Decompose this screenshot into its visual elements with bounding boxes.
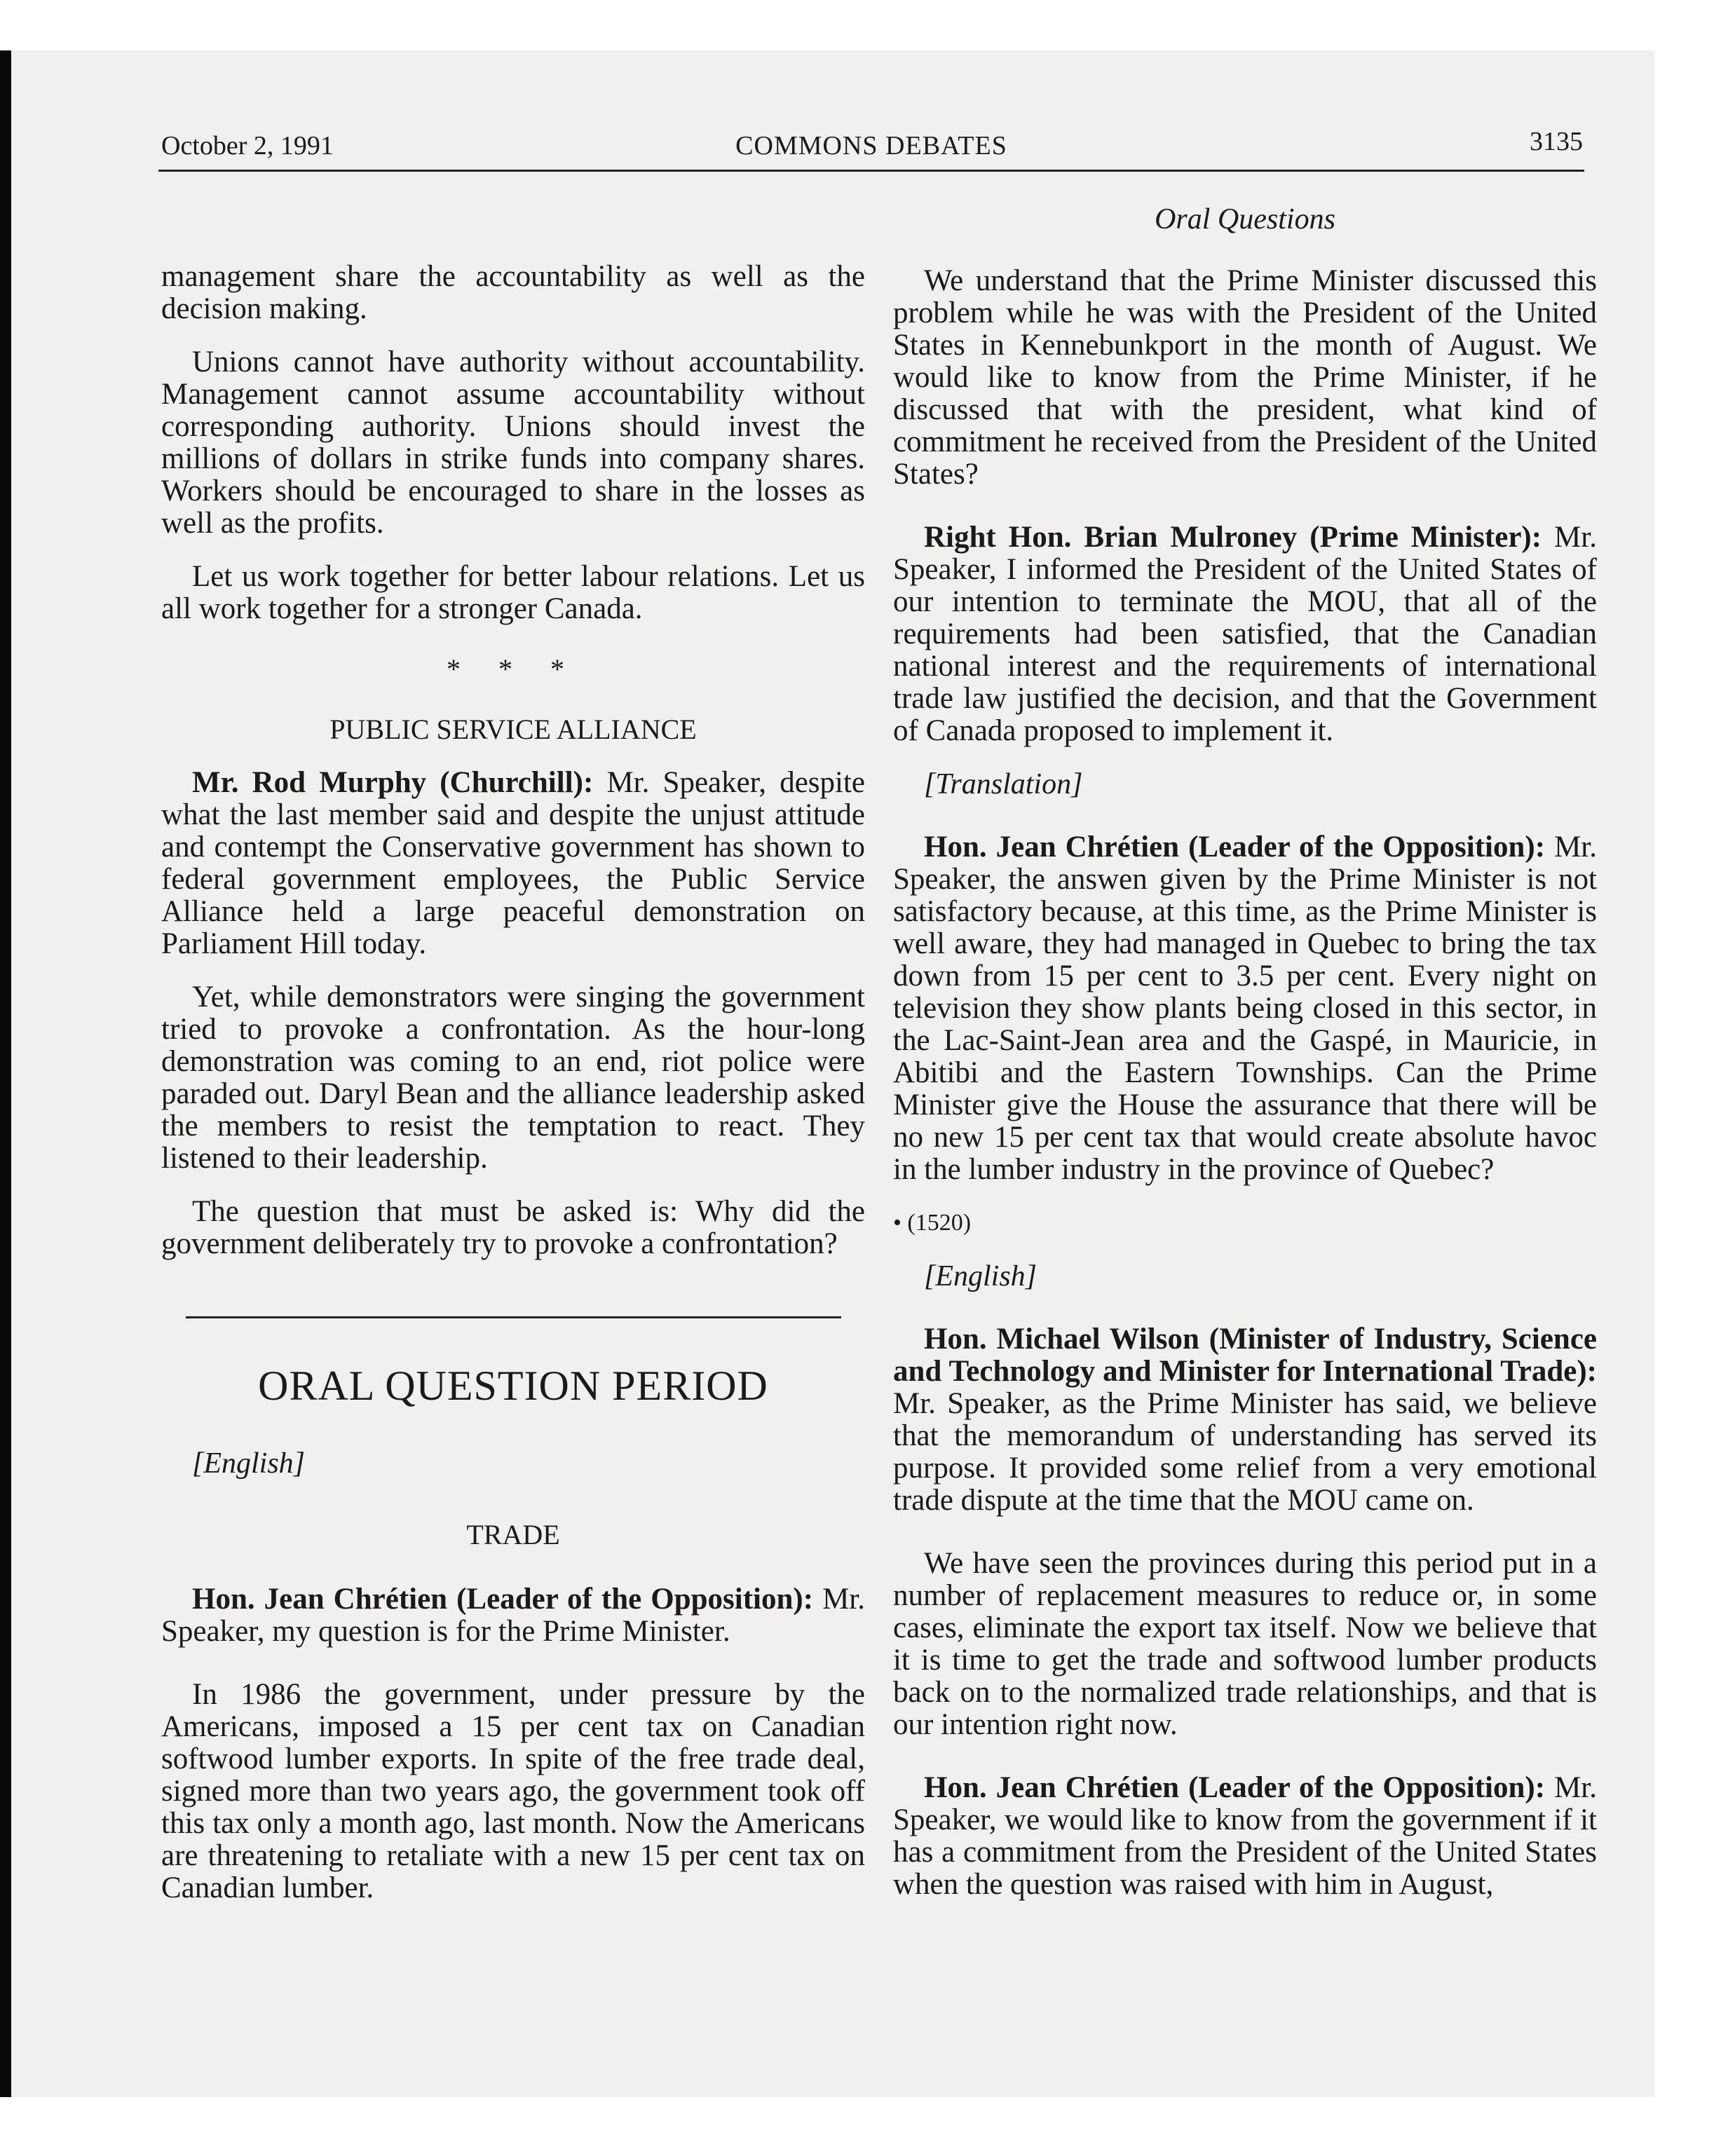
right-column	[893, 203, 1597, 1901]
speech-text: Mr. Speaker, I informed the President of the United States of our intention to terminate the MOU, that all of the requirements had been satisfied, that the Canadian national interest and the requirements of international trade law justified the decision, and that the Government of Canada proposed to implement it.	[893, 521, 1597, 747]
language-marker: [Translation]	[924, 768, 1083, 800]
section-heading-trade: TRADE	[466, 1519, 560, 1550]
paragraph: In 1986 the government, under pressure by the Americans, imposed a 15 per cent tax on Canadian softwood lumber exports. In spite of the free trade deal, signed more than two years ago, the government took off this tax only a month ago, last month. Now the Americans are threatening to retaliate with a new 15 per cent tax on Canadian lumber.	[161, 1678, 865, 1904]
page-header	[158, 123, 1584, 172]
section-separator: * * *	[447, 653, 580, 685]
speaker-name: Hon. Jean Chrétien (Leader of the Opposition):	[924, 1771, 1546, 1804]
language-marker: [English]	[192, 1447, 306, 1480]
time-marker: • (1520)	[893, 1210, 972, 1236]
speech-text: Mr. Speaker, the answen given by the Prime Minister is not satisfactory because, at this time, as the Prime Minister is well aware, they had managed in Quebec to bring the tax down from 15 per cent to 3.5 per cent. Every night on television they show plants being closed in this sector, in the Lac-Saint-Jean area and the Gaspé, in Mauricie, in Abitibi and the Eastern Townships. Can the Prime Minister give the House the assurance that there will be no new 15 per cent tax that would create absolute havoc in the lumber industry in the province of Quebec?	[893, 831, 1597, 1186]
header-page-number: 3135	[1530, 127, 1583, 156]
paragraph: We understand that the Prime Minister discussed this problem while he was with the President of the United States in Kennebunkport in the month of August. We would like to know from the Prime Minister, if he discussed that with the president, what kind of commitment he received from the President of the United States?	[893, 264, 1597, 491]
oral-question-period-title: ORAL QUESTION PERIOD	[258, 1363, 768, 1409]
speech-chretien	[161, 1583, 865, 1648]
paragraph: We have seen the provinces during this period put in a number of replacement measures to reduce or, in some cases, eliminate the export tax itself. Now we believe that it is time to get the trade and softwood lumber products back on to the normalized trade relationships, and that is our intention right now.	[893, 1547, 1597, 1741]
speech-murphy	[161, 767, 865, 960]
running-head: Oral Questions	[1155, 203, 1335, 236]
paragraph: management share the accountability as well as the decision making.	[161, 260, 865, 325]
left-column	[161, 203, 865, 1904]
language-marker: [English]	[924, 1260, 1037, 1292]
speech-text: Mr. Speaker, my question is for the Prime Minister.	[161, 1583, 865, 1648]
paragraph: Let us work together for better labour relations. Let us all work together for a stronger Canada.	[161, 560, 865, 625]
speech-chretien	[893, 1772, 1597, 1901]
speech-chretien	[893, 831, 1597, 1186]
scan-edge	[0, 50, 11, 2097]
speaker-name: Hon. Jean Chrétien (Leader of the Opposition):	[192, 1583, 814, 1616]
speech-mulroney	[893, 521, 1597, 747]
speech-wilson	[893, 1323, 1597, 1517]
paragraph: Unions cannot have authority without accountability. Management cannot assume accountability without corresponding authority. Unions should invest the millions of dollars in strike funds into company shares. Workers should be encouraged to share in the losses as well as the profits.	[161, 346, 865, 540]
speech-text: Mr. Speaker, as the Prime Minister has said, we believe that the memorandum of understanding has served its purpose. It provided some relief from a very emotional trade dispute at the time that the MOU came on.	[893, 1387, 1597, 1517]
speaker-name: Hon. Jean Chrétien (Leader of the Opposition):	[924, 831, 1546, 864]
speech-text: Mr. Speaker, we would like to know from the government if it has a commitment from the President of the United States when the question was raised with him in August,	[893, 1771, 1597, 1901]
speech-text: Mr. Speaker, despite what the last member said and despite the unjust attitude and contempt the Conservative government has shown to federal government employees, the Public Service Alliance held a large peaceful demonstration on Parliament Hill today.	[161, 766, 865, 960]
speaker-name: Hon. Michael Wilson (Minister of Industry, Science and Technology and Minister for International Trade):	[893, 1323, 1597, 1388]
header-date: October 2, 1991	[161, 131, 334, 161]
paragraph: The question that must be asked is: Why did the government deliberately try to provoke a confrontation?	[161, 1195, 865, 1260]
speaker-name: Mr. Rod Murphy (Churchill):	[192, 766, 594, 799]
header-publication: COMMONS DEBATES	[735, 131, 1007, 161]
speaker-name: Right Hon. Brian Mulroney (Prime Minister):	[924, 521, 1542, 554]
paragraph: Yet, while demonstrators were singing the government tried to provoke a confrontation. As the hour-long demonstration was coming to an end, riot police were paraded out. Daryl Bean and the alliance leadership asked the members to resist the temptation to react. They listened to their leadership.	[161, 981, 865, 1175]
section-heading-psa: PUBLIC SERVICE ALLIANCE	[329, 714, 697, 745]
